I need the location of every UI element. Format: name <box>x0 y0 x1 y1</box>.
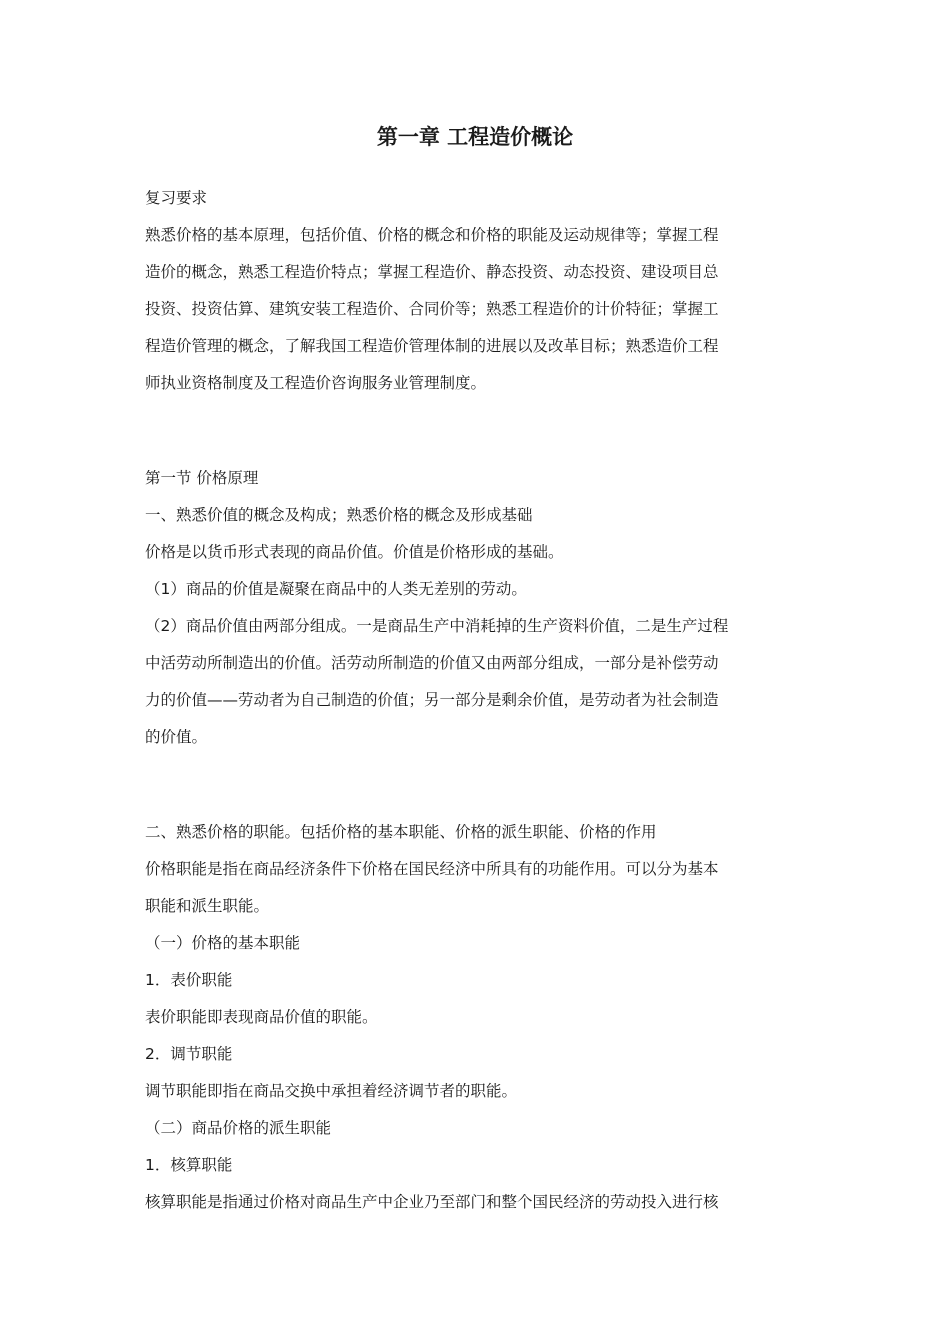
paragraph-line: 表价职能即表现商品价值的职能。 <box>145 1008 378 1026</box>
list-item: 2．调节职能 <box>145 1045 233 1063</box>
paragraph-line: 力的价值——劳动者为自己制造的价值；另一部分是剩余价值，是劳动者为社会制造 <box>145 691 719 709</box>
review-requirements <box>145 180 810 402</box>
section-price-principle <box>145 460 810 756</box>
list-item: 1．核算职能 <box>145 1156 233 1174</box>
list-heading: （一）价格的基本职能 <box>145 934 301 952</box>
chapter-title: 第一章 工程造价概论 <box>376 125 574 149</box>
review-line: 投资、投资估算、建筑安装工程造价、合同价等；熟悉工程造价的计价特征；掌握工 <box>145 300 719 318</box>
list-heading: （二）商品价格的派生职能 <box>145 1119 332 1137</box>
subsection-heading: 一、熟悉价值的概念及构成；熟悉价格的概念及形成基础 <box>145 506 533 524</box>
paragraph-line: 调节职能即指在商品交换中承担着经济调节者的职能。 <box>145 1082 518 1100</box>
review-line: 程造价管理的概念，了解我国工程造价管理体制的进展以及改革目标；熟悉造价工程 <box>145 337 719 355</box>
paragraph-line: 价格职能是指在商品经济条件下价格在国民经济中所具有的功能作用。可以分为基本 <box>145 860 719 878</box>
section-price-functions <box>145 814 810 1221</box>
section-heading: 第一节 价格原理 <box>145 469 259 487</box>
paragraph-line: 的价值。 <box>145 728 208 746</box>
paragraph-line: 中活劳动所制造出的价值。活劳动所制造的价值又由两部分组成，一部分是补偿劳动 <box>145 654 719 672</box>
subsection-heading: 二、熟悉价格的职能。包括价格的基本职能、价格的派生职能、价格的作用 <box>145 823 657 841</box>
review-line: 造价的概念，熟悉工程造价特点；掌握工程造价、静态投资、动态投资、建设项目总 <box>145 263 719 281</box>
list-item: 1．表价职能 <box>145 971 233 989</box>
review-line: 熟悉价格的基本原理，包括价值、价格的概念和价格的职能及运动规律等；掌握工程 <box>145 226 719 244</box>
review-line: 师执业资格制度及工程造价咨询服务业管理制度。 <box>145 374 487 392</box>
paragraph-line: 职能和派生职能。 <box>145 897 270 915</box>
paragraph-line: （1）商品的价值是凝聚在商品中的人类无差别的劳动。 <box>145 580 527 598</box>
review-heading: 复习要求 <box>145 189 208 207</box>
paragraph-line: 核算职能是指通过价格对商品生产中企业乃至部门和整个国民经济的劳动投入进行核 <box>145 1193 719 1211</box>
paragraph-line: 价格是以货币形式表现的商品价值。价值是价格形成的基础。 <box>145 543 564 561</box>
paragraph-line: （2）商品价值由两部分组成。一是商品生产中消耗掉的生产资料价值，二是生产过程 <box>145 617 729 635</box>
